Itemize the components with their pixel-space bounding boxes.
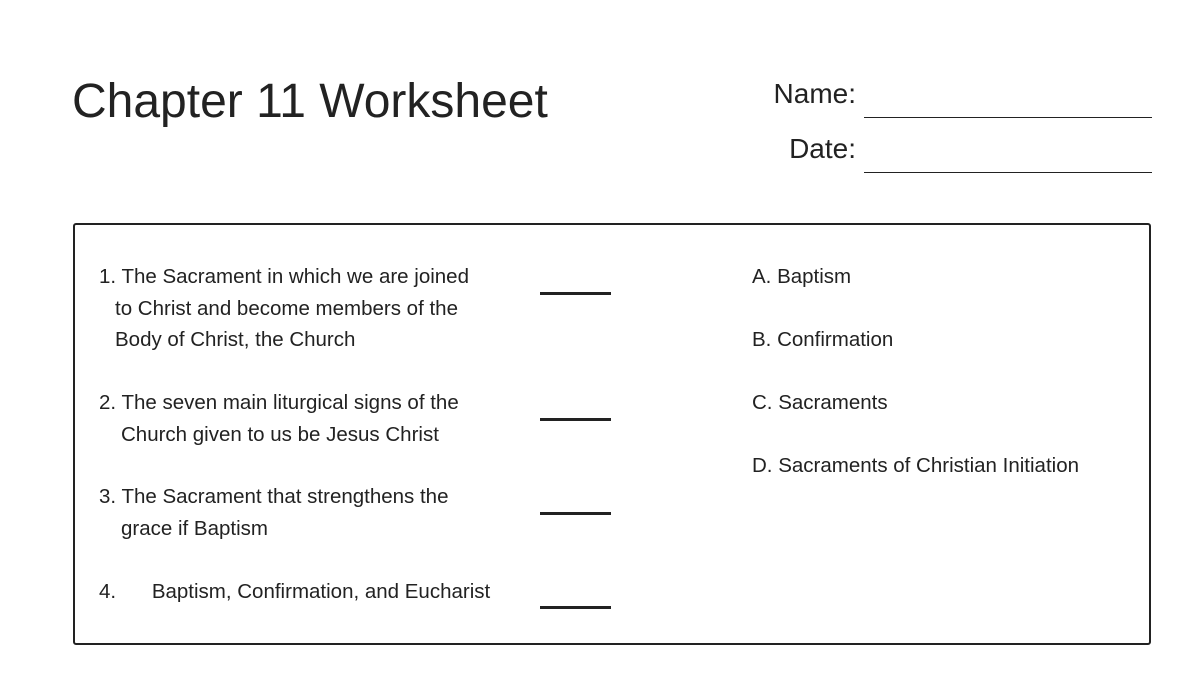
name-field[interactable] [864, 117, 1152, 118]
answer-blank-1[interactable] [540, 292, 611, 295]
question-number: 3. [99, 485, 117, 508]
answer-blank-3[interactable] [540, 512, 611, 515]
question-text: The Sacrament in which we are joined [121, 265, 469, 288]
question-text: The Sacrament that strengthens the [121, 485, 449, 508]
question-text: Baptism, Confirmation, and Eucharist [151, 580, 491, 603]
choice-c: C. Sacraments [752, 391, 888, 414]
question-text: Body of Christ, the Church [115, 328, 356, 351]
date-label: Date: [789, 133, 856, 164]
choice-a: A. Baptism [752, 265, 852, 288]
question-number: 1. [99, 265, 117, 288]
name-label: Name: [773, 78, 856, 109]
page-title: Chapter 11 Worksheet [72, 75, 548, 128]
question-text: to Christ and become members of the [115, 296, 458, 320]
answer-blank-4[interactable] [540, 606, 611, 609]
question-text: grace if Baptism [121, 516, 268, 540]
question-1 [99, 261, 469, 356]
question-number: 4. [99, 580, 117, 603]
question-2 [99, 387, 459, 450]
choice-b: B. Confirmation [752, 328, 894, 351]
question-text: The seven main liturgical signs of the [121, 391, 459, 414]
question-3 [99, 481, 449, 544]
question-number: 2. [99, 391, 117, 414]
question-text: Church given to us be Jesus Christ [121, 422, 439, 446]
answer-blank-2[interactable] [540, 418, 611, 421]
question-4 [99, 576, 490, 608]
choice-d: D. Sacraments of Christian Initiation [752, 454, 1079, 477]
date-field[interactable] [864, 172, 1152, 173]
